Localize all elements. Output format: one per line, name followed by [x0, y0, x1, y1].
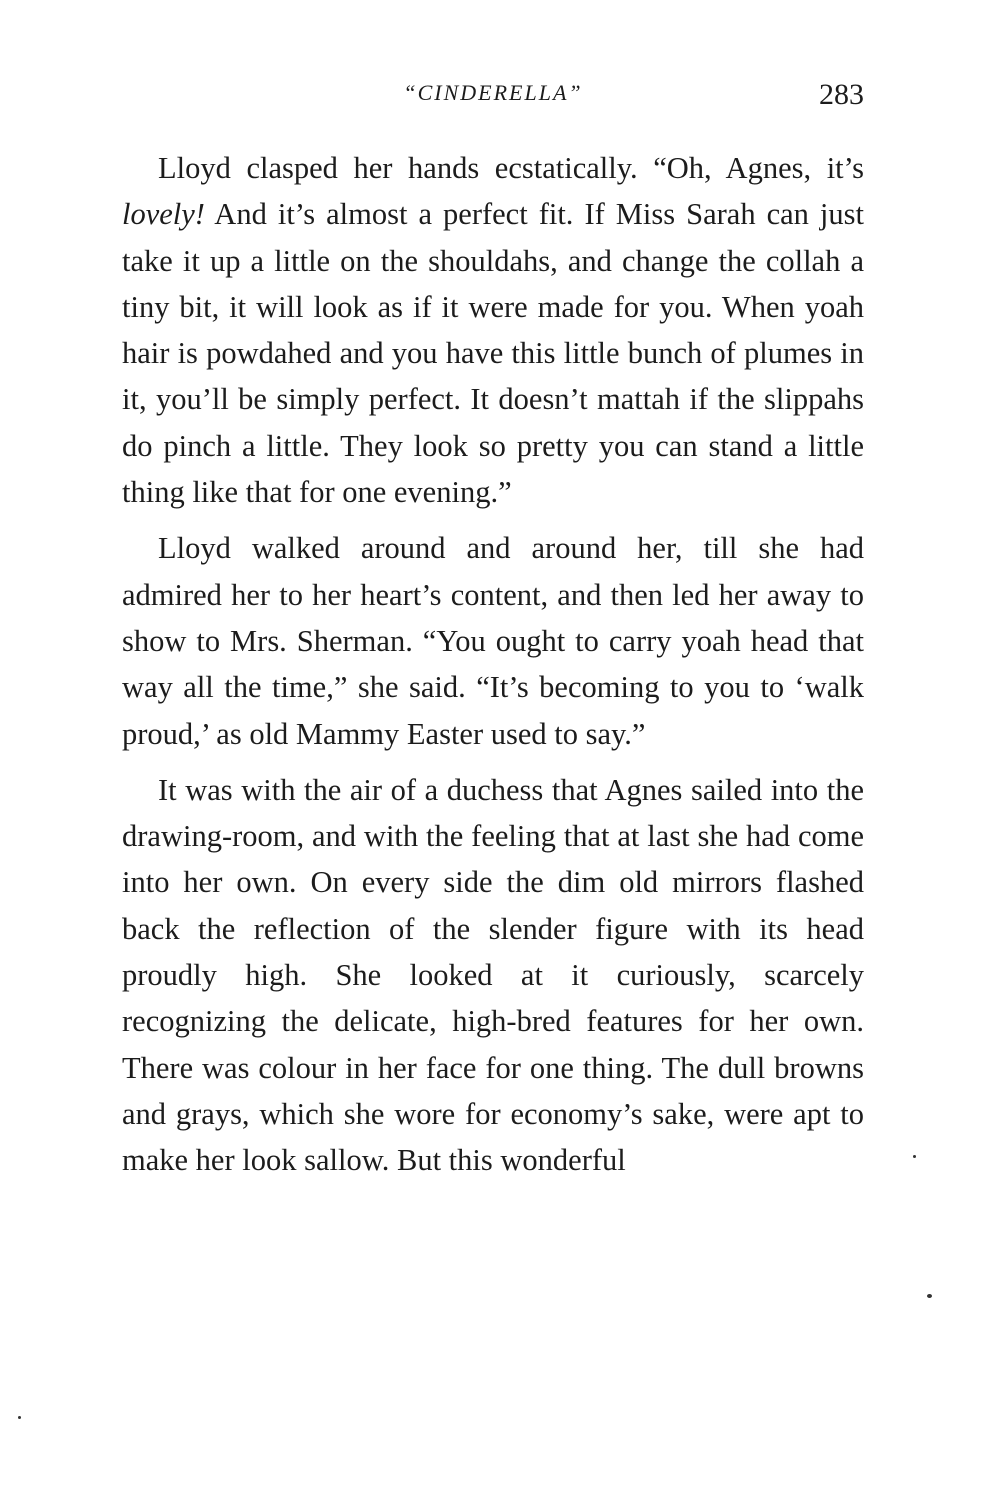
paragraph-3: It was with the air of a duchess that Agnes sailed into the drawing-room, and with the feeling that at last she had come into her own. On every side the dim old mirrors flashed back the reflection of the slender figure with its head proudly high. She looked at it curiously, scarcely recognizing the delicate, high-bred features for her own. There was colour in her face for one thing. The dull browns and grays, which she wore for economy’s sake, were apt to make her look sallow. But this wonderful: [122, 772, 864, 1178]
paragraph-1-text-start: Lloyd clasped her hands ecstatically. “Oh, Agnes, it’s: [158, 151, 864, 185]
running-title: “CINDERELLA”: [403, 80, 583, 105]
body-text: [122, 145, 864, 1194]
running-head: [122, 78, 864, 118]
paragraph-1: [122, 145, 864, 515]
scan-speck: [927, 1294, 932, 1298]
paragraph-2: Lloyd walked around and around her, till she had admired her to her heart’s content, and then led her away to show to Mrs. Sherman. “You ought to carry yoah head that way all the time,” she said. “It’s becoming to you to ‘walk proud,’ as old Mammy Easter used to say.”: [122, 531, 864, 751]
page-number: 283: [819, 78, 864, 111]
paragraph-1-emphasis: lovely!: [122, 197, 205, 232]
paragraph-1-text-end: And it’s almost a perfect fit. If Miss Sarah can just take it up a little on the shouldahs, and change the collah a tiny bit, it will look as if it were made for you. When yoah hair is powdahed and you have this little bunch of plumes in it, you’ll be simply perfect. It doesn’t mattah if the slippahs do pinch a little. They look so pretty you can stand a little thing like that for one evening.”: [122, 197, 864, 510]
scan-speck: [18, 1416, 21, 1419]
scan-speck: [913, 1155, 916, 1158]
